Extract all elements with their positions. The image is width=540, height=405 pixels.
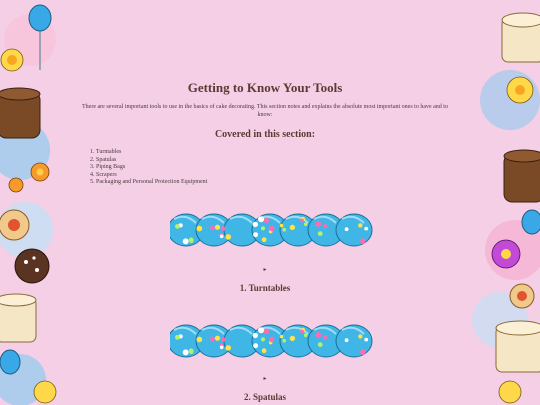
sprinkle [210, 226, 215, 231]
sprinkle [360, 238, 366, 244]
toc-item[interactable]: 3. Piping Bags [90, 164, 126, 171]
sprinkle [262, 237, 267, 242]
flower-icon [1, 49, 23, 71]
sprinkle [315, 332, 321, 338]
sprinkle [280, 224, 284, 228]
frosting-divider-image [170, 316, 375, 366]
sprinkle [262, 348, 267, 353]
toc-item[interactable]: 2. Spatulas [90, 156, 117, 163]
sprinkle [261, 226, 265, 230]
sprinkle [315, 221, 321, 227]
toc-item[interactable]: 1. Turntables [90, 149, 122, 155]
sprinkle [196, 337, 202, 343]
sprinkle [318, 342, 323, 347]
toc-item[interactable]: 4. Scrapers [90, 171, 117, 178]
sprinkle [183, 349, 189, 355]
sprinkle [264, 329, 269, 334]
sprinkle [220, 346, 224, 350]
cookie-icon [0, 210, 29, 240]
purple-flower-icon [492, 240, 520, 268]
section-heading-turntables: 1. Turntables [239, 283, 291, 293]
toc-item[interactable]: 5. Packaging and Personal Protection Equipment [90, 179, 208, 186]
sprinkle [225, 345, 231, 351]
right-decorative-border [470, 0, 540, 405]
sprinkle [323, 224, 327, 228]
sprinkle [264, 218, 269, 223]
sprinkle [290, 225, 295, 230]
covered-heading: Covered in this section: [214, 129, 316, 140]
sprinkle [360, 349, 366, 355]
sprinkle [253, 343, 258, 348]
chocolate-cake-icon [504, 150, 540, 202]
sprinkle [221, 226, 226, 231]
frosting-divider-image [170, 205, 375, 255]
sprinkle [253, 232, 258, 237]
flower-icon [507, 77, 533, 103]
sprinkle [323, 335, 327, 339]
cookie-icon [510, 284, 534, 308]
sprinkle [304, 223, 308, 227]
sprinkle [253, 222, 258, 227]
sprinkle [253, 333, 258, 338]
balloon-icon-bottom [0, 350, 20, 374]
sprinkle [304, 334, 308, 338]
sprinkle [300, 330, 304, 334]
sprinkle [345, 227, 349, 231]
sprinkle [269, 337, 275, 343]
sprinkle [175, 224, 180, 229]
sprinkle [269, 226, 275, 232]
sprinkle [183, 238, 189, 244]
sprinkle [220, 235, 224, 239]
sprinkle [190, 239, 194, 243]
sprinkle [215, 225, 220, 230]
sprinkle [282, 228, 286, 232]
sprinkle [210, 337, 215, 342]
vanilla-cake-icon [0, 294, 36, 342]
sprinkle [364, 227, 368, 231]
chocolate-cake-icon [0, 88, 40, 138]
sprinkle [345, 338, 349, 342]
main-content [60, 0, 470, 405]
sprinkle [196, 226, 202, 232]
balloon-icon [522, 210, 540, 234]
sprinkle [221, 337, 226, 342]
sprinkle [175, 335, 180, 340]
chocolate-cookie-icon [15, 249, 49, 283]
sprinkle [290, 336, 295, 341]
sprinkle [358, 334, 362, 338]
vanilla-cake-icon [502, 13, 540, 62]
sprinkle [280, 335, 284, 339]
section-toggle-arrow[interactable]: ▸ [263, 376, 267, 382]
left-decorative-border [0, 0, 60, 405]
intro-paragraph: There are several important tools to use in the basics of cake decorating. This section notes and explains the absolute most important ones to have and to know: [82, 104, 448, 118]
sprinkle [261, 337, 265, 341]
page-title: Getting to Know Your Tools [187, 80, 343, 95]
sprinkle [215, 336, 220, 341]
sprinkle [318, 231, 323, 236]
sprinkle [258, 216, 264, 222]
vanilla-cake-icon-bottom [496, 321, 540, 372]
sprinkle [364, 338, 368, 342]
toc-list [90, 149, 207, 187]
sprinkle [190, 350, 194, 354]
sprinkle [358, 223, 362, 227]
sprinkle [300, 219, 304, 223]
sprinkle [258, 327, 264, 333]
section-toggle-arrow[interactable]: ▸ [263, 267, 267, 273]
section-heading-spatulas: 2. Spatulas [243, 392, 287, 402]
sprinkle [282, 339, 286, 343]
sprinkle [225, 234, 231, 240]
